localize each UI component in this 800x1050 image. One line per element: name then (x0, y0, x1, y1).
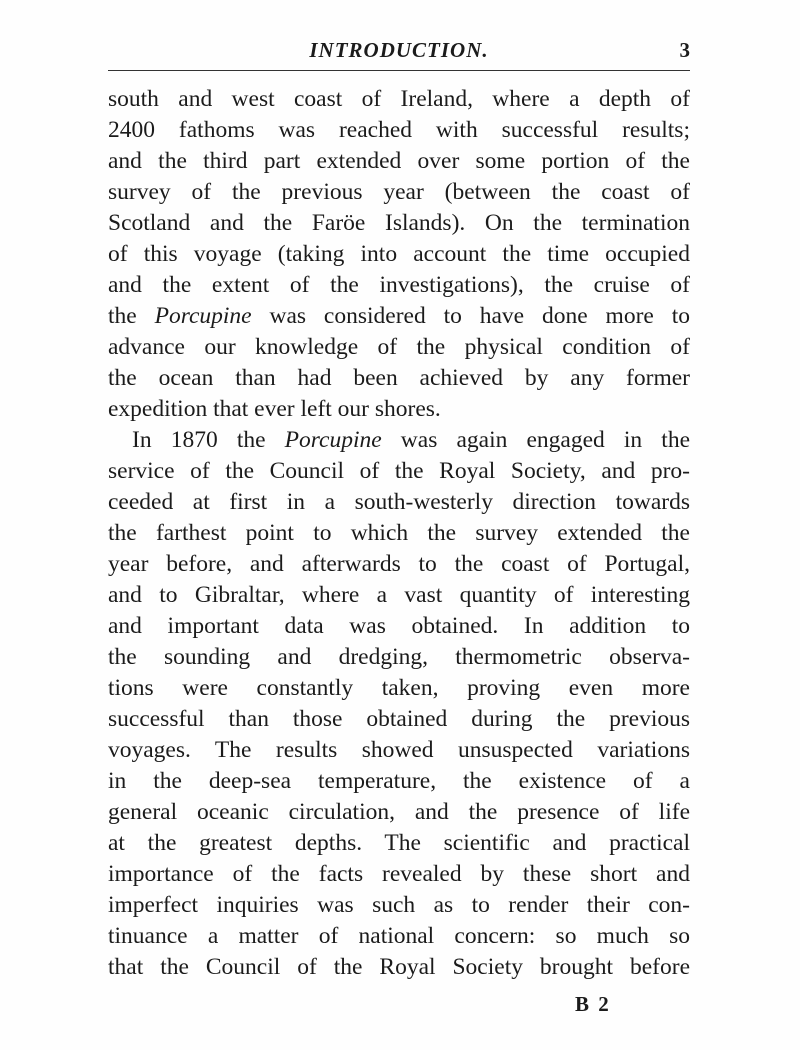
text-segment: and to Gibraltar, where a vast quantity of interesting (108, 582, 690, 608)
text-segment: tions were constantly taken, proving even more (108, 675, 690, 701)
text-segment: at the greatest depths. The scientific and practical (108, 830, 690, 856)
text-line (108, 642, 690, 673)
text-line (108, 177, 690, 208)
text-line (108, 952, 690, 983)
text-segment: and the extent of the investigations), the cruise of (108, 272, 690, 298)
text-line (108, 921, 690, 952)
text-line (108, 766, 690, 797)
text-line (108, 735, 690, 766)
signature-mark: B 2 (575, 992, 611, 1016)
text-line (108, 611, 690, 642)
text-line (108, 301, 690, 332)
text-segment: the sounding and dredging, thermometric observa- (108, 644, 690, 670)
text-segment: was again engaged in the (381, 427, 690, 453)
text-line (108, 394, 690, 425)
text-segment: was considered to have done more to (251, 303, 690, 329)
text-segment: the ocean than had been achieved by any former (108, 365, 690, 391)
text-line (108, 704, 690, 735)
text-line (108, 332, 690, 363)
page-number: 3 (679, 38, 690, 62)
text-segment: imperfect inquiries was such as to render their con- (108, 892, 690, 918)
text-line (108, 456, 690, 487)
text-segment: and important data was obtained. In addition to (108, 613, 690, 639)
text-segment: importance of the facts revealed by these short and (108, 861, 690, 887)
text-segment: south and west coast of Ireland, where a depth of (108, 86, 690, 112)
text-segment: 2400 fathoms was reached with successful results; (108, 117, 690, 143)
text-line (108, 518, 690, 549)
text-line (108, 239, 690, 270)
text-line (108, 797, 690, 828)
text-segment: in the deep-sea temperature, the existence of a (108, 768, 690, 794)
text-segment: successful than those obtained during the previous (108, 706, 690, 732)
text-line (108, 673, 690, 704)
text-segment: of this voyage (taking into account the time occupied (108, 241, 690, 267)
text-segment: year before, and afterwards to the coast of Portugal, (108, 551, 690, 577)
text-line (108, 487, 690, 518)
text-line (108, 270, 690, 301)
text-line (108, 84, 690, 115)
text-line (108, 425, 690, 456)
text-line (108, 549, 690, 580)
text-line (108, 890, 690, 921)
text-line (108, 580, 690, 611)
text-segment: that the Council of the Royal Society brought before (108, 954, 690, 980)
text-segment: the farthest point to which the survey extended the (108, 520, 690, 546)
text-line (108, 363, 690, 394)
text-line (108, 208, 690, 239)
running-title: INTRODUCTION. (309, 38, 489, 62)
body-text (108, 84, 690, 983)
text-segment: Scotland and the Faröe Islands). On the termination (108, 210, 690, 236)
header-rule (108, 70, 690, 71)
text-segment: ceeded at first in a south-westerly direction towards (108, 489, 690, 515)
text-segment: tinuance a matter of national concern: so much so (108, 923, 690, 949)
ship-name-italic: Porcupine (154, 303, 252, 329)
text-segment: general oceanic circulation, and the presence of life (108, 799, 690, 825)
text-line (108, 146, 690, 177)
text-segment: voyages. The results showed unsuspected variations (108, 737, 690, 763)
ship-name-italic: Porcupine (284, 427, 382, 453)
text-line (108, 828, 690, 859)
text-segment: and the third part extended over some portion of the (108, 148, 690, 174)
text-segment: the (108, 303, 155, 329)
text-segment: In 1870 the (132, 427, 285, 453)
text-line (108, 859, 690, 890)
text-segment: service of the Council of the Royal Society, and pro- (108, 458, 690, 484)
text-line (108, 115, 690, 146)
text-segment: advance our knowledge of the physical condition of (108, 334, 690, 360)
text-segment: expedition that ever left our shores. (108, 396, 441, 422)
text-segment: survey of the previous year (between the coast of (108, 179, 690, 205)
page-header (108, 38, 690, 68)
